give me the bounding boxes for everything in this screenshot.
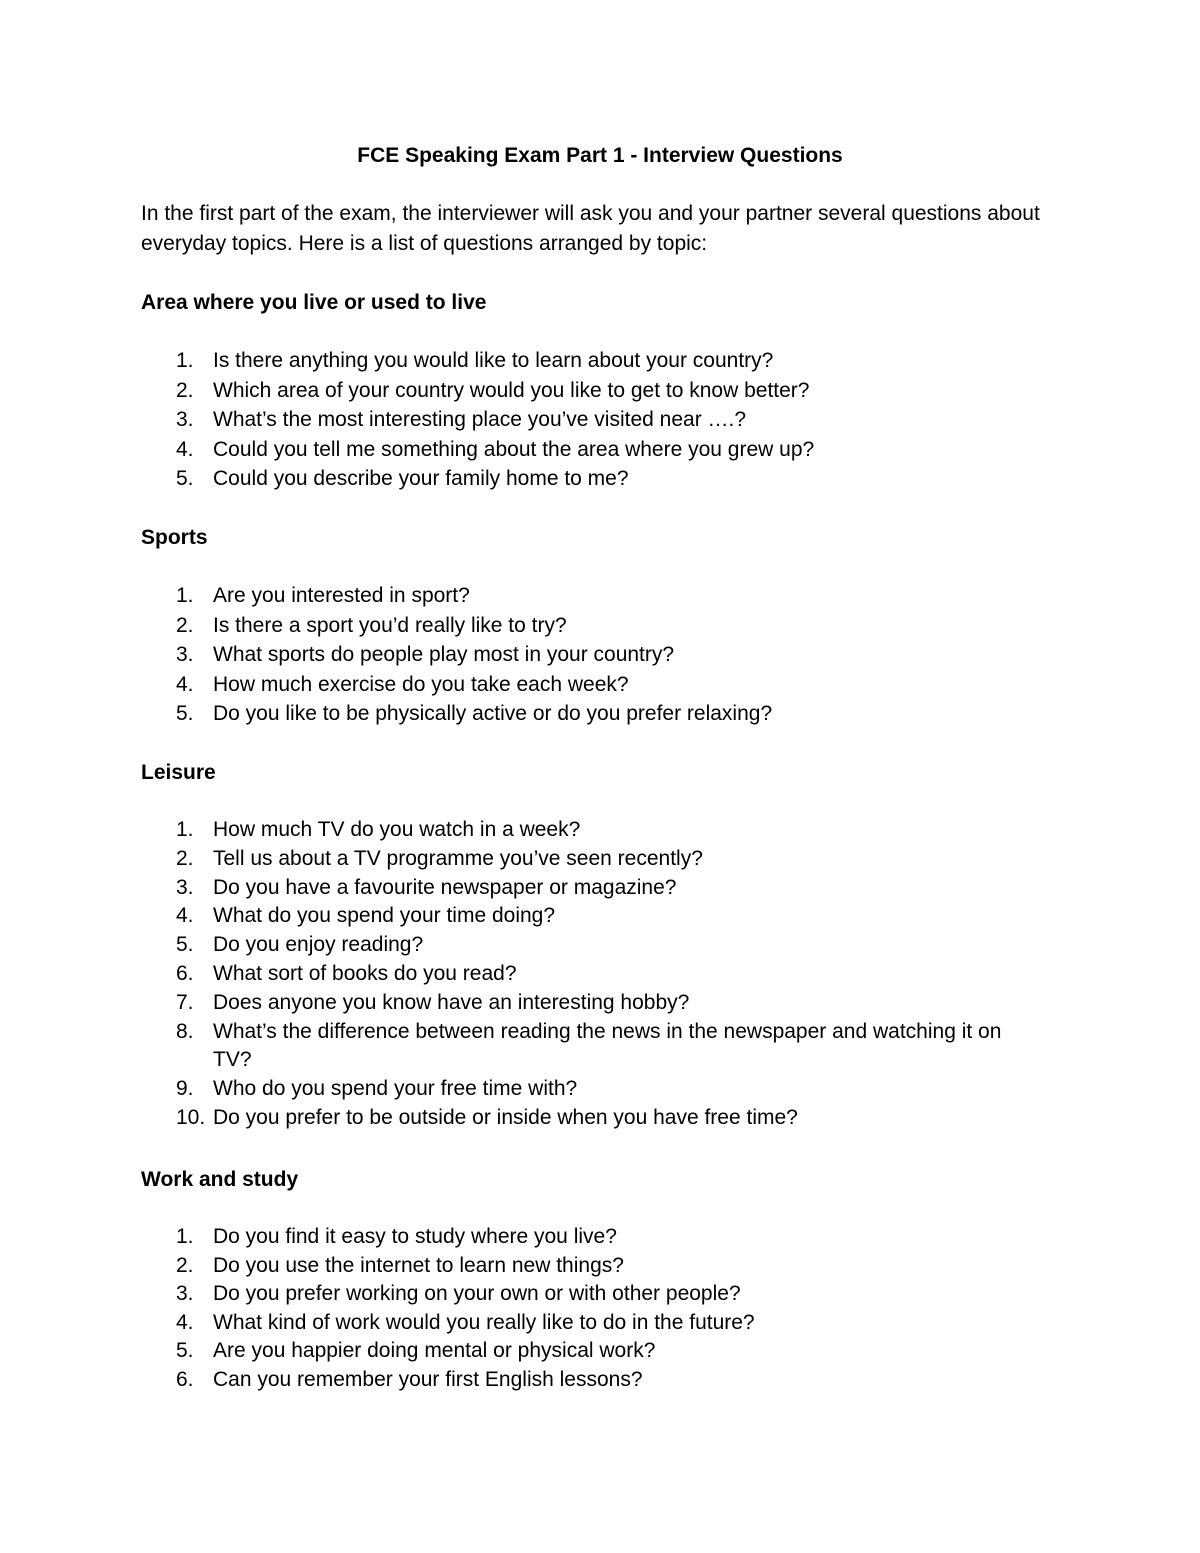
question-item bbox=[141, 670, 1043, 700]
question-text: Do you prefer to be outside or inside when you have free time? bbox=[213, 1105, 798, 1129]
section-heading: Sports bbox=[141, 526, 208, 549]
question-number: 6. bbox=[176, 961, 194, 985]
question-list bbox=[141, 346, 1101, 494]
question-number: 2. bbox=[176, 378, 194, 402]
question-number: 7. bbox=[176, 990, 194, 1014]
section-heading: Area where you live or used to live bbox=[141, 291, 487, 314]
question-number: 4. bbox=[176, 904, 194, 928]
question-number: 3. bbox=[176, 1282, 194, 1306]
question-text: Who do you spend your free time with? bbox=[213, 1077, 578, 1101]
question-number: 5. bbox=[176, 933, 194, 957]
question-text: Do you find it easy to study where you live? bbox=[213, 1225, 617, 1248]
question-text: Could you tell me something about the area where you grew up? bbox=[213, 437, 815, 461]
question-text: Do you enjoy reading? bbox=[213, 933, 424, 957]
question-text: Do you use the internet to learn new things? bbox=[213, 1253, 624, 1277]
question-number: 8. bbox=[176, 1019, 194, 1043]
question-number: 2. bbox=[176, 613, 194, 637]
question-text: Can you remember your first English lessons? bbox=[213, 1367, 643, 1391]
question-number: 1. bbox=[176, 584, 194, 607]
question-item bbox=[141, 405, 1043, 435]
question-item bbox=[141, 435, 1043, 465]
question-item bbox=[141, 816, 1043, 845]
question-number: 1. bbox=[176, 818, 194, 841]
question-number: 2. bbox=[176, 846, 194, 870]
question-number: 3. bbox=[176, 643, 194, 666]
question-item bbox=[141, 699, 1043, 729]
question-number: 6. bbox=[176, 1367, 194, 1391]
question-text: Do you have a favourite newspaper or magazine? bbox=[213, 875, 677, 899]
question-text: Do you prefer working on your own or with other people? bbox=[213, 1282, 741, 1306]
question-number: 9. bbox=[176, 1077, 194, 1101]
question-item bbox=[141, 874, 1043, 903]
question-number: 5. bbox=[176, 1339, 194, 1363]
question-item bbox=[141, 1252, 1043, 1281]
question-text: What sort of books do you read? bbox=[213, 961, 517, 985]
question-number: 5. bbox=[176, 467, 194, 490]
question-text: How much TV do you watch in a week? bbox=[213, 818, 581, 841]
question-text: How much exercise do you take each week? bbox=[213, 672, 629, 696]
question-item bbox=[141, 989, 1043, 1018]
question-text: Is there a sport you’d really like to try? bbox=[213, 613, 567, 637]
question-number: 3. bbox=[176, 408, 194, 431]
question-text: Is there anything you would like to learn about your country? bbox=[213, 349, 774, 372]
question-item bbox=[141, 1337, 1043, 1366]
question-number: 10. bbox=[176, 1105, 206, 1129]
question-item bbox=[141, 1223, 1043, 1252]
question-list bbox=[141, 581, 1101, 729]
question-number: 4. bbox=[176, 672, 194, 696]
question-text: Are you interested in sport? bbox=[213, 584, 470, 607]
question-text: Do you like to be physically active or do you prefer relaxing? bbox=[213, 702, 773, 725]
question-item bbox=[141, 902, 1043, 931]
question-item bbox=[141, 931, 1043, 960]
question-item bbox=[141, 640, 1043, 670]
question-item bbox=[141, 1309, 1043, 1338]
question-text: What kind of work would you really like to do in the future? bbox=[213, 1310, 755, 1334]
question-item bbox=[141, 581, 1043, 611]
section-area bbox=[141, 288, 1101, 494]
question-text: Tell us about a TV programme you’ve seen recently? bbox=[213, 846, 703, 870]
question-number: 2. bbox=[176, 1253, 194, 1277]
page-title: FCE Speaking Exam Part 1 - Interview Questions bbox=[357, 144, 843, 167]
question-text: What sports do people play most in your country? bbox=[213, 643, 675, 666]
question-text: Could you describe your family home to me? bbox=[213, 467, 629, 490]
question-item bbox=[141, 1075, 1043, 1104]
question-item bbox=[141, 464, 1043, 494]
section-sports bbox=[141, 523, 1101, 729]
question-item bbox=[141, 960, 1043, 989]
question-item bbox=[141, 1104, 1043, 1133]
question-item bbox=[141, 611, 1043, 641]
question-number: 5. bbox=[176, 702, 194, 725]
question-number: 1. bbox=[176, 1225, 194, 1248]
question-item bbox=[141, 346, 1043, 376]
section-leisure bbox=[141, 758, 1101, 1133]
question-number: 3. bbox=[176, 875, 194, 899]
question-text: Which area of your country would you like to get to know better? bbox=[213, 378, 810, 402]
question-item bbox=[141, 376, 1043, 406]
question-text: What do you spend your time doing? bbox=[213, 904, 556, 928]
section-heading: Leisure bbox=[141, 761, 216, 784]
section-heading: Work and study bbox=[141, 1168, 299, 1191]
question-item bbox=[141, 1280, 1043, 1309]
question-item bbox=[141, 1366, 1043, 1395]
question-number: 4. bbox=[176, 437, 194, 461]
intro-paragraph: In the first part of the exam, the interviewer will ask you and your partner several questions about everyday topics. Here is a list of questions arranged by topic: bbox=[141, 202, 1040, 255]
question-number: 4. bbox=[176, 1310, 194, 1334]
question-text: Does anyone you know have an interesting hobby? bbox=[213, 990, 690, 1014]
question-text: What’s the most interesting place you’ve visited near ….? bbox=[213, 408, 747, 431]
question-number: 1. bbox=[176, 349, 194, 372]
question-text: Are you happier doing mental or physical work? bbox=[213, 1339, 656, 1363]
question-list bbox=[141, 1223, 1101, 1395]
question-list bbox=[141, 816, 1101, 1133]
question-item bbox=[141, 845, 1043, 874]
question-text: What’s the difference between reading the news in the newspaper and watching it on TV? bbox=[213, 1019, 1002, 1072]
question-item bbox=[141, 1018, 1043, 1076]
section-work bbox=[141, 1165, 1101, 1395]
